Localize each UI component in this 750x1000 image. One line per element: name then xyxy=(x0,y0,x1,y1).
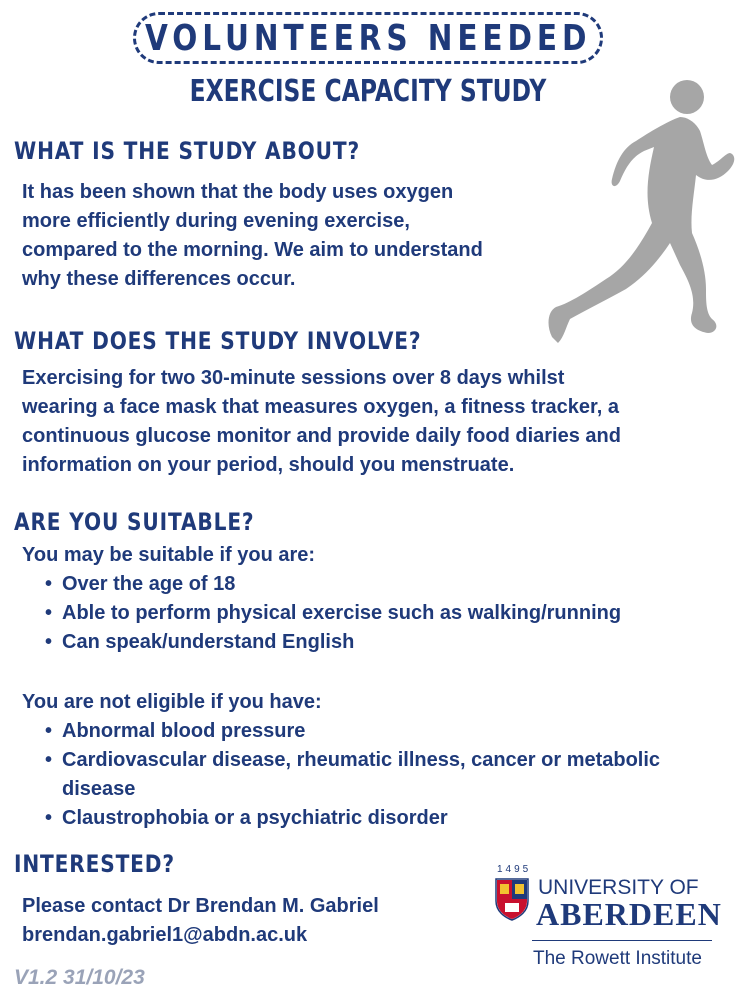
study-subtitle: EXERCISE CAPACITY STUDY xyxy=(189,74,547,109)
ineligible-list xyxy=(22,717,702,833)
eligible-item: • Able to perform physical exercise such as walking/running xyxy=(62,599,621,628)
involve-heading: WHAT DOES THE STUDY INVOLVE? xyxy=(14,327,422,355)
logo-university-of: UNIVERSITY OF xyxy=(538,876,699,899)
involve-text xyxy=(22,364,621,480)
version-label: V1.2 31/10/23 xyxy=(14,966,145,989)
ineligible-item: • Cardiovascular disease, rheumatic illness, cancer or metabolic disease xyxy=(62,746,702,804)
university-crest-icon xyxy=(494,877,530,921)
about-line: why these differences occur. xyxy=(22,268,296,290)
about-line: more efficiently during evening exercise, xyxy=(22,210,410,232)
logo-institute: The Rowett Institute xyxy=(533,948,702,969)
university-logo xyxy=(492,864,722,974)
ineligible-item: • Abnormal blood pressure xyxy=(62,717,702,746)
volunteers-banner xyxy=(133,12,603,64)
runner-silhouette-icon xyxy=(540,75,740,350)
contact-text: Please contact Dr Brendan M. Gabriel xyxy=(22,895,379,917)
involve-line: Exercising for two 30-minute sessions over 8 days whilst xyxy=(22,367,565,389)
contact-block xyxy=(22,892,379,950)
ineligible-item: • Claustrophobia or a psychiatric disorder xyxy=(62,804,702,833)
banner-title: VOLUNTEERS NEEDED xyxy=(144,17,592,59)
eligible-list xyxy=(22,570,621,657)
eligible-item: • Over the age of 18 xyxy=(62,570,621,599)
interested-heading: INTERESTED? xyxy=(14,850,175,878)
eligible-intro: You may be suitable if you are: xyxy=(22,544,316,566)
about-text xyxy=(22,178,483,294)
about-heading: WHAT IS THE STUDY ABOUT? xyxy=(14,137,360,165)
ineligible-section xyxy=(22,688,702,833)
suitable-heading: ARE YOU SUITABLE? xyxy=(14,508,255,536)
contact-email[interactable]: brendan.gabriel1@abdn.ac.uk xyxy=(22,924,308,946)
about-line: compared to the morning. We aim to understand xyxy=(22,239,483,261)
eligible-item: • Can speak/understand English xyxy=(62,628,621,657)
about-line: It has been shown that the body uses oxygen xyxy=(22,181,454,203)
logo-divider xyxy=(532,940,712,941)
involve-line: wearing a face mask that measures oxygen, a fitness tracker, a xyxy=(22,396,619,418)
logo-aberdeen: ABERDEEN xyxy=(536,896,722,932)
logo-year: 1495 xyxy=(497,864,532,875)
involve-line: continuous glucose monitor and provide daily food diaries and xyxy=(22,425,621,447)
suitable-section xyxy=(22,541,621,657)
involve-line: information on your period, should you menstruate. xyxy=(22,454,515,476)
ineligible-intro: You are not eligible if you have: xyxy=(22,691,322,713)
